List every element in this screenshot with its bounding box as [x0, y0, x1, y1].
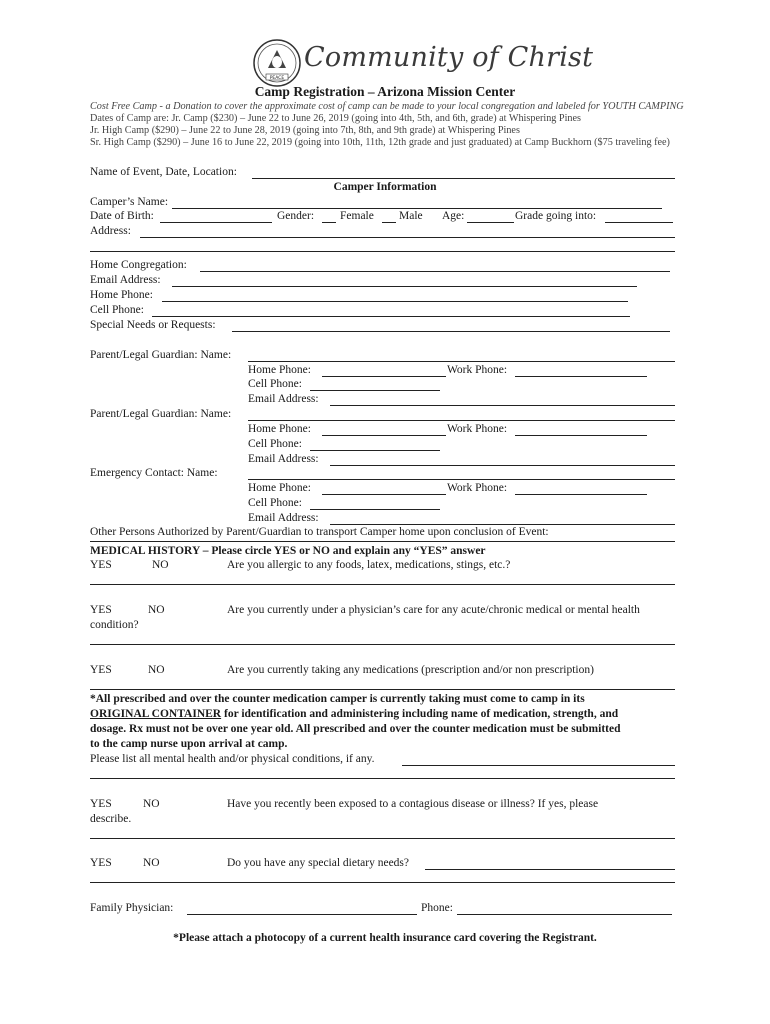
emergency-work-phone-field[interactable]	[515, 482, 647, 500]
q5-question: Do you have any special dietary needs?	[227, 857, 410, 869]
guardian1-work-phone-field[interactable]	[515, 364, 647, 382]
cell-phone-label: Cell Phone:	[90, 304, 144, 316]
grade-label: Grade going into:	[515, 210, 597, 222]
physician-label: Family Physician:	[90, 902, 174, 914]
original-container-text: ORIGINAL CONTAINER	[90, 708, 222, 720]
q4-question-cont: describe.	[90, 813, 132, 825]
guardian1-work-phone-label: Work Phone:	[447, 364, 508, 376]
guardian1-cell-label: Cell Phone:	[248, 378, 302, 390]
q5-answer-field[interactable]	[425, 857, 675, 875]
q3-answer-line[interactable]	[90, 689, 675, 690]
q4-yes[interactable]: YES	[90, 798, 112, 810]
sr-high-dates: Sr. High Camp ($290) – June 16 to June 22, 2019 (going into 10th, 11th, 12th grade and just graduated) at Camp Buckhorn ($75 traveling fee)	[90, 137, 670, 148]
medication-note-2	[90, 708, 618, 720]
q1-question: Are you allergic to any foods, latex, medications, stings, etc.?	[227, 559, 511, 571]
q2-question-cont: condition?	[90, 619, 139, 631]
q1-yes[interactable]: YES	[90, 559, 112, 571]
q2-answer-line[interactable]	[90, 644, 675, 645]
medical-heading: MEDICAL HISTORY – Please circle YES or NO and explain any “YES” answer	[90, 545, 486, 557]
q3-yes[interactable]: YES	[90, 664, 112, 676]
gender-label: Gender:	[277, 210, 315, 222]
female-option: Female	[340, 210, 374, 222]
authorized-persons-label: Other Persons Authorized by Parent/Guardian to transport Camper home upon conclusion of Event:	[90, 526, 549, 538]
medication-note-4: to the camp nurse upon arrival at camp.	[90, 738, 288, 750]
guardian2-home-phone-label: Home Phone:	[248, 423, 311, 435]
emergency-cell-label: Cell Phone:	[248, 497, 302, 509]
male-option: Male	[399, 210, 423, 222]
guardian2-email-label: Email Address:	[248, 453, 319, 465]
q4-question: Have you recently been exposed to a contagious disease or illness? If yes, please	[227, 798, 599, 810]
dob-label: Date of Birth:	[90, 210, 154, 222]
special-needs-field[interactable]	[232, 319, 670, 337]
q5-answer-line[interactable]	[90, 882, 675, 883]
age-label: Age:	[442, 210, 465, 222]
q5-yes[interactable]: YES	[90, 857, 112, 869]
guardian2-work-phone-field[interactable]	[515, 423, 647, 441]
mental-health-line-2[interactable]	[90, 778, 675, 779]
q3-question: Are you currently taking any medications (prescription and/or non prescription)	[227, 664, 594, 676]
special-needs-label: Special Needs or Requests:	[90, 319, 216, 331]
q2-yes[interactable]: YES	[90, 604, 112, 616]
physician-phone-field[interactable]	[457, 902, 672, 920]
home-phone-label: Home Phone:	[90, 289, 153, 301]
guardian1-label: Parent/Legal Guardian: Name:	[90, 349, 232, 361]
q2-no[interactable]: NO	[148, 604, 165, 616]
congregation-label: Home Congregation:	[90, 259, 187, 271]
emergency-email-label: Email Address:	[248, 512, 319, 524]
event-label: Name of Event, Date, Location:	[90, 166, 237, 178]
camper-section-title: Camper Information	[333, 181, 437, 193]
camper-name-label: Camper’s Name:	[90, 196, 169, 208]
brand-name: Community of Christ	[304, 42, 594, 73]
medication-note-3: dosage. Rx must not be over one year old. All prescribed and over the counter medication must be submitted	[90, 723, 621, 735]
page-title: Camp Registration – Arizona Mission Center	[254, 84, 516, 99]
q4-answer-line[interactable]	[90, 838, 675, 839]
guardian1-home-phone-label: Home Phone:	[248, 364, 311, 376]
mental-health-label: Please list all mental health and/or physical conditions, if any.	[90, 753, 375, 765]
q1-no[interactable]: NO	[152, 559, 169, 571]
q2-question: Are you currently under a physician’s care for any acute/chronic medical or mental health	[227, 604, 640, 616]
email-label: Email Address:	[90, 274, 161, 286]
authorized-persons-line[interactable]	[90, 541, 675, 542]
q5-no[interactable]: NO	[143, 857, 160, 869]
physician-phone-label: Phone:	[421, 902, 453, 914]
address-field[interactable]	[140, 225, 675, 243]
medication-note-1: *All prescribed and over the counter medication camper is currently taking must come to camp in its	[90, 693, 585, 705]
camp-dates: Dates of Camp are: Jr. Camp ($230) – June 22 to June 26, 2019 (going into 4th, 5th, and 6th, grade) at Whispering Pines	[90, 113, 581, 124]
intro-text: Cost Free Camp - a Donation to cover the approximate cost of camp can be made to your local congregation and labeled for YOUTH CAMPING	[90, 101, 684, 112]
guardian1-email-label: Email Address:	[248, 393, 319, 405]
medication-note-2-rest: for identification and administering including name of medication, strength, and	[221, 708, 619, 720]
physician-field[interactable]	[187, 902, 417, 920]
guardian2-cell-label: Cell Phone:	[248, 438, 302, 450]
logo-caption: PEACE	[269, 76, 285, 81]
church-logo	[252, 38, 302, 88]
address-line-2[interactable]	[90, 251, 675, 252]
guardian2-label: Parent/Legal Guardian: Name:	[90, 408, 232, 420]
insurance-note: *Please attach a photocopy of a current health insurance card covering the Registrant.	[173, 932, 597, 944]
emergency-home-phone-label: Home Phone:	[248, 482, 311, 494]
mental-health-field[interactable]	[402, 753, 675, 771]
jr-high-dates: Jr. High Camp ($290) – June 22 to June 28, 2019 (going into 7th, 8th, and 9th grade) at Whispering Pines	[90, 125, 520, 136]
emergency-work-phone-label: Work Phone:	[447, 482, 508, 494]
q3-no[interactable]: NO	[148, 664, 165, 676]
q1-answer-line[interactable]	[90, 584, 675, 585]
address-label: Address:	[90, 225, 131, 237]
emergency-label: Emergency Contact: Name:	[90, 467, 218, 479]
q4-no[interactable]: NO	[143, 798, 160, 810]
guardian2-work-phone-label: Work Phone:	[447, 423, 508, 435]
